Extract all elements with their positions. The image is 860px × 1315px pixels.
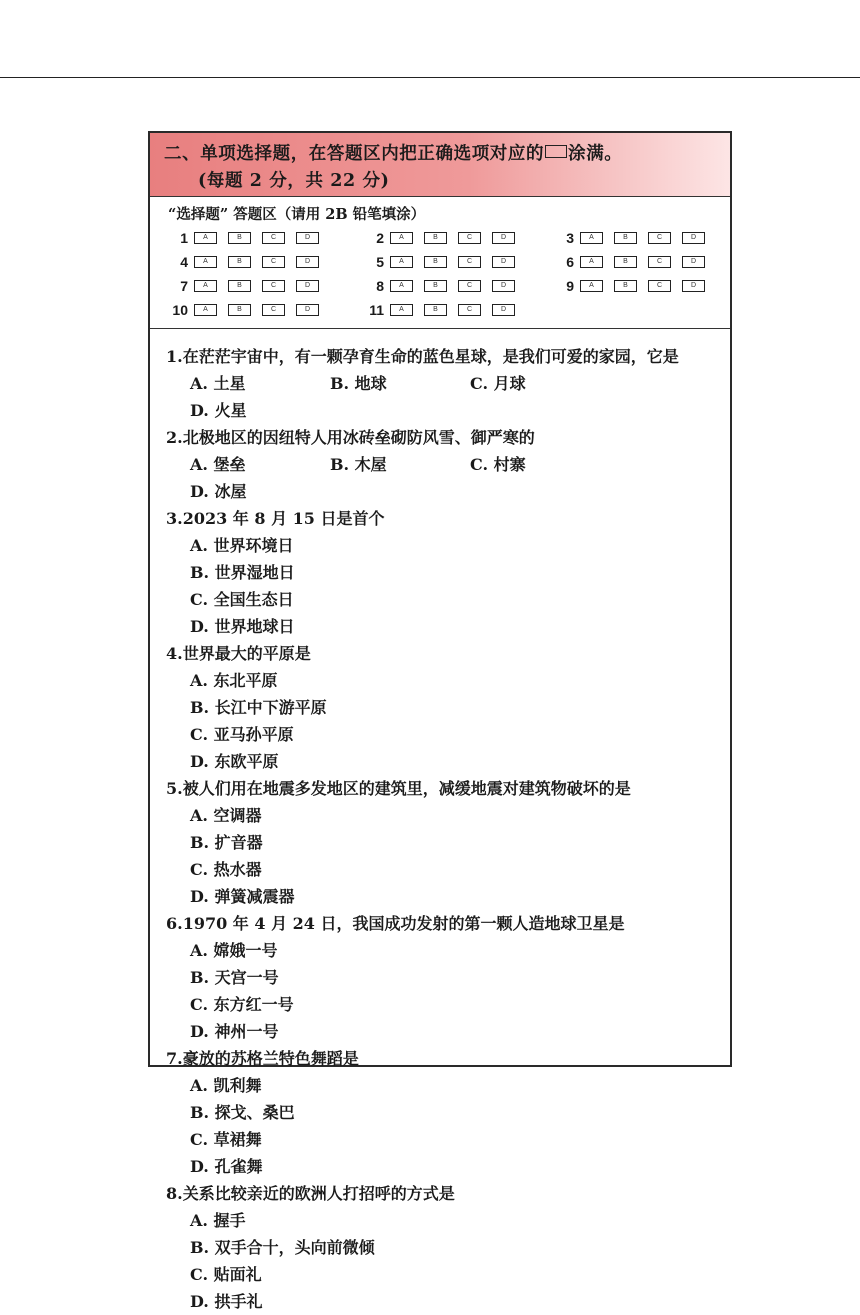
option-list bbox=[166, 937, 720, 1045]
option-a: A. 嫦娥一号 bbox=[190, 941, 278, 960]
answer-row bbox=[364, 228, 526, 248]
answer-bubble[interactable]: B bbox=[424, 280, 447, 292]
option-b: B. 木屋 bbox=[330, 455, 387, 474]
answer-bubble[interactable]: B bbox=[228, 280, 251, 292]
answer-bubble[interactable]: B bbox=[614, 280, 637, 292]
option-c: C. 热水器 bbox=[190, 860, 262, 879]
answer-row bbox=[364, 300, 526, 320]
answer-row bbox=[168, 300, 330, 320]
answer-number: 4 bbox=[180, 254, 188, 270]
answer-bubble[interactable]: B bbox=[424, 232, 447, 244]
question-number: 2. bbox=[166, 428, 183, 447]
answer-number: 1 bbox=[180, 230, 188, 246]
answer-bubble[interactable]: A bbox=[194, 256, 217, 268]
answer-number: 7 bbox=[180, 278, 188, 294]
answer-area bbox=[150, 197, 730, 329]
answer-bubble[interactable]: B bbox=[424, 256, 447, 268]
option-c: C. 贴面礼 bbox=[190, 1265, 262, 1284]
answer-number: 5 bbox=[376, 254, 384, 270]
question-number: 6. bbox=[166, 914, 183, 933]
question bbox=[166, 505, 720, 640]
answer-bubble[interactable]: B bbox=[614, 256, 637, 268]
question bbox=[166, 343, 720, 424]
option-b: B. 扩音器 bbox=[190, 833, 263, 852]
question-stem bbox=[166, 505, 720, 532]
option-d: D. 弹簧减震器 bbox=[190, 887, 295, 906]
answer-number: 10 bbox=[172, 302, 188, 318]
answer-bubble[interactable]: A bbox=[390, 280, 413, 292]
answer-bubble[interactable]: A bbox=[390, 256, 413, 268]
option-d: D. 冰屋 bbox=[190, 482, 247, 501]
option-c: C. 全国生态日 bbox=[190, 590, 294, 609]
answer-bubble[interactable]: D bbox=[296, 232, 319, 244]
answer-bubble[interactable]: C bbox=[458, 280, 481, 292]
question-text: 1970 年 4 月 24 日，我国成功发射的第一颗人造地球卫星是 bbox=[182, 914, 625, 933]
answer-bubble[interactable]: C bbox=[262, 280, 285, 292]
answer-bubble[interactable]: A bbox=[580, 232, 603, 244]
question bbox=[166, 775, 720, 910]
question-stem bbox=[166, 640, 720, 667]
option-d: D. 东欧平原 bbox=[190, 752, 279, 771]
answer-number: 3 bbox=[566, 230, 574, 246]
option-a: A. 握手 bbox=[190, 1211, 246, 1230]
question-stem bbox=[166, 1180, 720, 1207]
question-number: 4. bbox=[166, 644, 183, 663]
option-b: B. 世界湿地日 bbox=[190, 563, 295, 582]
question-text: 北极地区的因纽特人用冰砖垒砌防风雪、御严寒的 bbox=[182, 428, 535, 447]
option-a: A. 凯利舞 bbox=[190, 1076, 262, 1095]
question-text: 豪放的苏格兰特色舞蹈是 bbox=[182, 1049, 359, 1068]
question-list bbox=[150, 329, 730, 1315]
option-a: A. 堡垒 bbox=[190, 455, 246, 474]
question-number: 1. bbox=[166, 347, 183, 366]
question-number: 7. bbox=[166, 1049, 183, 1068]
answer-bubble[interactable]: C bbox=[458, 256, 481, 268]
option-list bbox=[166, 532, 720, 640]
answer-bubble[interactable]: A bbox=[390, 232, 413, 244]
section-header bbox=[150, 133, 730, 197]
answer-number: 9 bbox=[566, 278, 574, 294]
question-stem bbox=[166, 1045, 720, 1072]
answer-bubble[interactable]: C bbox=[262, 232, 285, 244]
question-stem bbox=[166, 343, 720, 370]
answer-row bbox=[554, 252, 716, 272]
answer-bubble[interactable]: C bbox=[458, 232, 481, 244]
option-a: A. 世界环境日 bbox=[190, 536, 294, 555]
question-text: 世界最大的平原是 bbox=[182, 644, 311, 663]
option-a: A. 空调器 bbox=[190, 806, 262, 825]
question bbox=[166, 1180, 720, 1315]
section-title: 二、单项选择题，在答题区内把正确选项对应的 bbox=[164, 144, 545, 164]
answer-bubble[interactable]: D bbox=[492, 256, 515, 268]
option-b: B. 探戈、桑巴 bbox=[190, 1103, 295, 1122]
question-stem bbox=[166, 910, 720, 937]
answer-bubble[interactable]: B bbox=[228, 304, 251, 316]
answer-row bbox=[554, 276, 716, 296]
page-top-rule bbox=[0, 77, 860, 78]
question-stem bbox=[166, 775, 720, 802]
answer-bubble[interactable]: D bbox=[492, 304, 515, 316]
option-b: B. 地球 bbox=[330, 374, 387, 393]
answer-bubble[interactable]: C bbox=[648, 280, 671, 292]
question-number: 3. bbox=[166, 509, 183, 528]
answer-bubble[interactable]: D bbox=[682, 280, 705, 292]
question-text: 在茫茫宇宙中，有一颗孕育生命的蓝色星球，是我们可爱的家园，它是 bbox=[182, 347, 679, 366]
option-b: B. 天宫一号 bbox=[190, 968, 279, 987]
answer-bubble[interactable]: D bbox=[296, 280, 319, 292]
question-stem bbox=[166, 424, 720, 451]
answer-bubble[interactable]: D bbox=[492, 280, 515, 292]
section-score-note: (每题 2 分，共 22 分) bbox=[198, 171, 390, 191]
question-text: 2023 年 8 月 15 日是首个 bbox=[182, 509, 385, 528]
answer-row bbox=[554, 228, 716, 248]
answer-bubble[interactable]: C bbox=[262, 304, 285, 316]
option-b: B. 双手合十，头向前微倾 bbox=[190, 1238, 375, 1257]
option-c: C. 草裙舞 bbox=[190, 1130, 262, 1149]
answer-bubble[interactable]: D bbox=[682, 232, 705, 244]
option-c: C. 月球 bbox=[470, 374, 526, 393]
option-c: C. 村寨 bbox=[470, 455, 526, 474]
question bbox=[166, 1045, 720, 1180]
option-list bbox=[166, 451, 720, 505]
answer-bubble[interactable]: D bbox=[296, 256, 319, 268]
option-d: D. 火星 bbox=[190, 401, 247, 420]
answer-row bbox=[168, 228, 330, 248]
answer-bubble[interactable]: C bbox=[648, 232, 671, 244]
answer-bubble[interactable]: A bbox=[580, 256, 603, 268]
option-list bbox=[166, 667, 720, 775]
question bbox=[166, 424, 720, 505]
answer-grid bbox=[168, 228, 730, 324]
answer-bubble[interactable]: A bbox=[390, 304, 413, 316]
answer-bubble[interactable]: C bbox=[648, 256, 671, 268]
answer-bubble[interactable]: A bbox=[580, 280, 603, 292]
option-a: A. 东北平原 bbox=[190, 671, 278, 690]
answer-bubble[interactable]: B bbox=[424, 304, 447, 316]
answer-number: 2 bbox=[376, 230, 384, 246]
option-d: D. 拱手礼 bbox=[190, 1292, 263, 1311]
option-list bbox=[166, 1207, 720, 1315]
answer-row bbox=[168, 252, 330, 272]
answer-bubble[interactable]: B bbox=[614, 232, 637, 244]
option-d: D. 世界地球日 bbox=[190, 617, 295, 636]
answer-row bbox=[364, 276, 526, 296]
answer-number: 11 bbox=[369, 302, 384, 318]
option-d: D. 神州一号 bbox=[190, 1022, 279, 1041]
answer-bubble[interactable]: B bbox=[228, 256, 251, 268]
question-number: 8. bbox=[166, 1184, 183, 1203]
option-d: D. 孔雀舞 bbox=[190, 1157, 263, 1176]
answer-bubble[interactable]: A bbox=[194, 304, 217, 316]
question-number: 5. bbox=[166, 779, 183, 798]
answer-bubble[interactable]: C bbox=[262, 256, 285, 268]
answer-bubble[interactable]: D bbox=[492, 232, 515, 244]
question-text: 关系比较亲近的欧洲人打招呼的方式是 bbox=[182, 1184, 455, 1203]
option-list bbox=[166, 1072, 720, 1180]
option-list bbox=[166, 802, 720, 910]
option-a: A. 土星 bbox=[190, 374, 246, 393]
option-c: C. 东方红一号 bbox=[190, 995, 294, 1014]
exam-section bbox=[148, 131, 732, 1311]
section-header-line1 bbox=[164, 141, 720, 168]
answer-bubble[interactable]: B bbox=[228, 232, 251, 244]
option-list bbox=[166, 370, 720, 424]
option-c: C. 亚马孙平原 bbox=[190, 725, 294, 744]
question-text: 被人们用在地震多发地区的建筑里，减缓地震对建筑物破坏的是 bbox=[182, 779, 631, 798]
answer-area-title: “选择题” 答题区（请用 2B 铅笔填涂） bbox=[168, 206, 426, 223]
answer-bubble[interactable]: A bbox=[194, 280, 217, 292]
answer-bubble[interactable]: D bbox=[296, 304, 319, 316]
question bbox=[166, 910, 720, 1045]
fill-box-icon bbox=[545, 145, 567, 158]
answer-bubble[interactable]: C bbox=[458, 304, 481, 316]
answer-row bbox=[364, 252, 526, 272]
answer-row bbox=[168, 276, 330, 296]
option-b: B. 长江中下游平原 bbox=[190, 698, 327, 717]
answer-bubble[interactable]: A bbox=[194, 232, 217, 244]
section-title-end: 涂满。 bbox=[568, 144, 623, 164]
answer-number: 6 bbox=[566, 254, 574, 270]
question bbox=[166, 640, 720, 775]
answer-bubble[interactable]: D bbox=[682, 256, 705, 268]
answer-number: 8 bbox=[376, 278, 384, 294]
